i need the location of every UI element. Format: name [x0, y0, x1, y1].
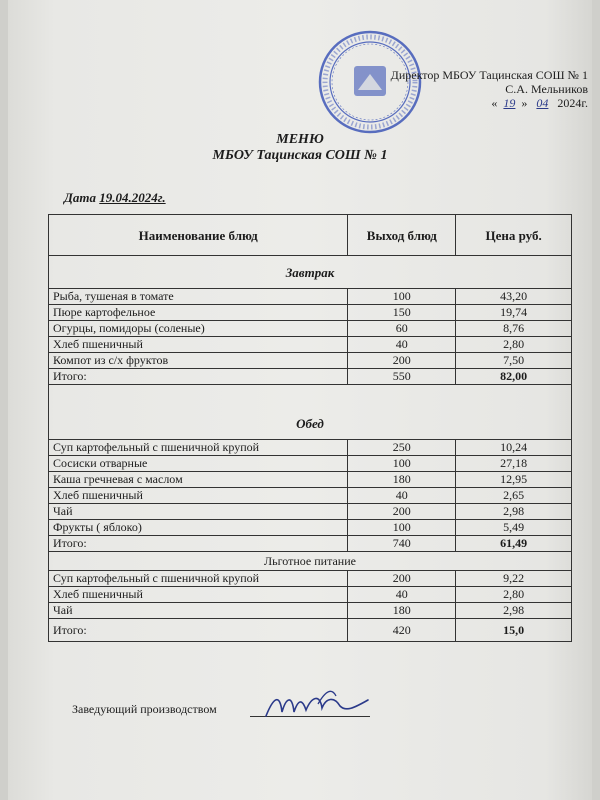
menu-date-value: 19.04.2024г.: [99, 190, 166, 205]
dish-name-cell: Сосиски отварные: [49, 456, 348, 472]
approval-day: 19: [503, 96, 516, 110]
price-cell: 2,65: [456, 488, 572, 504]
yield-cell: 100: [348, 456, 456, 472]
yield-cell: 250: [348, 440, 456, 456]
price-cell: 43,20: [456, 289, 572, 305]
table-row: [49, 520, 572, 536]
price-cell: 27,18: [456, 456, 572, 472]
approval-date: [376, 96, 588, 110]
price-cell: 5,49: [456, 520, 572, 536]
yield-cell: 740: [348, 536, 456, 552]
yield-cell: 200: [348, 353, 456, 369]
dish-name-cell: Суп картофельный с пшеничной крупой: [49, 440, 348, 456]
yield-cell: 180: [348, 472, 456, 488]
breakfast-rows: [49, 289, 572, 385]
column-header-price: Цена руб.: [456, 215, 572, 256]
table-row: [49, 456, 572, 472]
director-title: Директор МБОУ Тацинская СОШ № 1: [390, 68, 588, 82]
table-row: [49, 587, 572, 603]
table-row: [49, 337, 572, 353]
table-row: [49, 504, 572, 520]
price-cell: 19,74: [456, 305, 572, 321]
dish-name-cell: Итого:: [49, 369, 348, 385]
price-cell: 9,22: [456, 571, 572, 587]
table-row: [49, 472, 572, 488]
school-name: МБОУ Тацинская СОШ № 1: [212, 148, 388, 163]
dish-name-cell: Пюре картофельное: [49, 305, 348, 321]
price-cell: 10,24: [456, 440, 572, 456]
price-cell: 7,50: [456, 353, 572, 369]
yield-cell: 180: [348, 603, 456, 619]
yield-cell: 420: [348, 619, 456, 642]
dish-name-cell: Каша гречневая с маслом: [49, 472, 348, 488]
table-header-row: [49, 215, 572, 256]
approval-block: [376, 68, 588, 110]
yield-cell: 150: [348, 305, 456, 321]
price-cell: 15,0: [456, 619, 572, 642]
price-cell: 2,98: [456, 504, 572, 520]
table-row: [49, 488, 572, 504]
dish-name-cell: Рыба, тушеная в томате: [49, 289, 348, 305]
table-row: [49, 440, 572, 456]
price-cell: 61,49: [456, 536, 572, 552]
section-benefit: Льготное питание: [49, 552, 572, 571]
yield-cell: 40: [348, 488, 456, 504]
yield-cell: 200: [348, 571, 456, 587]
yield-cell: 100: [348, 289, 456, 305]
lunch-total-row: [49, 536, 572, 552]
menu-date-label: Дата: [64, 190, 96, 205]
table-row: [49, 305, 572, 321]
price-cell: 2,80: [456, 337, 572, 353]
yield-cell: 40: [348, 337, 456, 353]
table-row: [49, 571, 572, 587]
dish-name-cell: Компот из с/х фруктов: [49, 353, 348, 369]
table-row: [49, 603, 572, 619]
menu-table: [48, 214, 572, 642]
yield-cell: 200: [348, 504, 456, 520]
benefit-rows: [49, 571, 572, 642]
dish-name-cell: Итого:: [49, 536, 348, 552]
dish-name-cell: Чай: [49, 603, 348, 619]
dish-name-cell: Хлеб пшеничный: [49, 587, 348, 603]
table-row: [49, 321, 572, 337]
dish-name-cell: Чай: [49, 504, 348, 520]
dish-name-cell: Хлеб пшеничный: [49, 337, 348, 353]
page-title: МЕНЮ: [276, 132, 324, 147]
column-header-yield: Выход блюд: [348, 215, 456, 256]
handwritten-signature: [262, 686, 372, 722]
price-cell: 2,98: [456, 603, 572, 619]
dish-name-cell: Хлеб пшеничный: [49, 488, 348, 504]
benefit-total-row: [49, 619, 572, 642]
breakfast-total-row: [49, 369, 572, 385]
date-quote-close: »: [521, 96, 528, 110]
price-cell: 2,80: [456, 587, 572, 603]
price-cell: 8,76: [456, 321, 572, 337]
section-lunch: Обед: [49, 407, 572, 440]
price-cell: 12,95: [456, 472, 572, 488]
date-quote-open: «: [491, 96, 498, 110]
dish-name-cell: Огурцы, помидоры (соленые): [49, 321, 348, 337]
footer-label: Заведующий производством: [72, 702, 217, 716]
price-cell: 82,00: [456, 369, 572, 385]
table-row: [49, 289, 572, 305]
lunch-rows: [49, 440, 572, 552]
dish-name-cell: Фрукты ( яблоко): [49, 520, 348, 536]
approval-month: 04: [536, 96, 549, 110]
approval-year: 2024г.: [557, 96, 588, 110]
yield-cell: 60: [348, 321, 456, 337]
yield-cell: 40: [348, 587, 456, 603]
section-breakfast: Завтрак: [49, 256, 572, 289]
yield-cell: 100: [348, 520, 456, 536]
table-row: [49, 353, 572, 369]
dish-name-cell: Суп картофельный с пшеничной крупой: [49, 571, 348, 587]
dish-name-cell: Итого:: [49, 619, 348, 642]
director-name: С.А. Мельников: [505, 82, 588, 96]
menu-date: [64, 190, 166, 206]
column-header-dish: Наименование блюд: [49, 215, 348, 256]
yield-cell: 550: [348, 369, 456, 385]
